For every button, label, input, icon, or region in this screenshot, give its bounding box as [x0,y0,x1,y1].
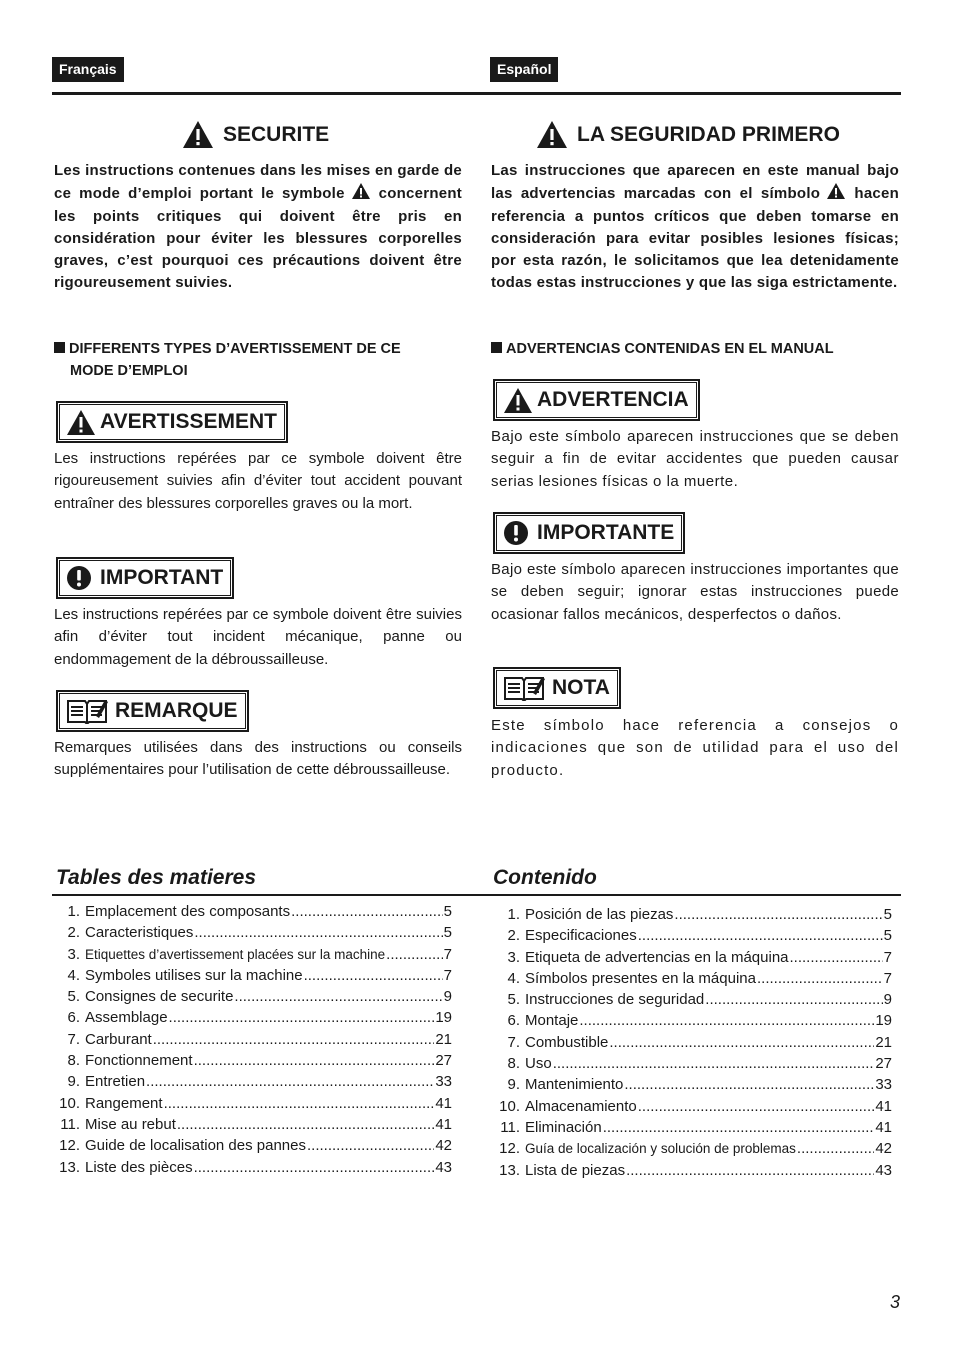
toc-entry-text: Instrucciones de seguridad [525,991,705,1009]
fr-note-text: Remarques utilisées dans des instructions ou conseils supplémentaires pour l’utilisation de cette débroussailleuse. [54,739,462,779]
toc-entry-number: 4. [67,966,80,984]
header-rule [52,92,901,95]
exclamation-circle-icon [503,520,529,546]
es-types-heading-line1: ADVERTENCIAS CONTENIDAS EN EL MANUAL [506,341,834,357]
toc-entry-page: 27 [875,1055,892,1073]
toc-entry-text: Símbolos presentes en la máquina [525,969,756,987]
toc-entry-text: Entretien [85,1073,146,1091]
fr-types-heading-line1: DIFFERENTS TYPES D’AVERTISSEMENT DE CE [69,341,401,357]
toc-entry-page: 19 [875,1012,892,1030]
toc-dot-leader [169,1009,435,1026]
toc-entry-number: 3. [67,945,80,963]
toc-entry [54,1159,452,1180]
warning-triangle-icon [182,120,214,149]
toc-entry [494,1119,892,1140]
fr-intro-text-before: Les instructions contenues dans les mises en garde de ce mode d’emploi portant le symbole [54,162,462,203]
toc-entry-text: Mantenimiento [525,1076,624,1094]
toc-dot-leader [705,991,882,1008]
toc-entry [54,946,452,967]
square-bullet-icon [491,342,502,353]
toc-entry-number: 13. [499,1161,520,1179]
es-types-heading [491,338,899,360]
toc-dot-leader [194,924,442,941]
toc-dot-leader [146,1073,434,1090]
toc-dot-leader [609,1034,874,1051]
toc-entry-page: 5 [443,903,452,920]
toc-entry-number: 11. [60,1115,80,1133]
toc-entry-number: 13. [59,1158,80,1176]
es-warning-text: Bajo este símbolo aparecen instrucciones que se deben seguir a fin de evitar accidentes que pueden causar serias lesiones físicas o la muerte. [491,428,899,490]
es-intro-text-before: Las instrucciones que aparecen en este manual bajo las advertencias marcadas con el símbolo [491,162,899,203]
fr-section-title [182,120,329,149]
toc-entry-text: Liste des pièces [85,1158,193,1176]
toc-entry [54,1095,452,1116]
toc-entry-page: 42 [875,1140,892,1158]
es-note-label: NOTA [552,676,610,699]
toc-entry [494,970,892,991]
toc-entry-text: Caracteristiques [85,924,194,942]
toc-entry [494,991,892,1012]
fr-warning-badge [56,401,288,443]
toc-entry [494,1055,892,1076]
toc-entry-number: 2. [67,924,80,942]
open-book-note-icon [503,675,545,701]
toc-dot-leader [234,988,442,1005]
toc-entry [494,906,892,927]
es-important-badge [493,512,685,554]
es-intro-text-after: hacen referencia a puntos críticos que deben tomarse en consideración para evitar posibles lesiones físicas; por esta razón, le solicitamos que lea detenidamente todas estas instrucciones y que las siga estrictamente. [491,185,900,292]
toc-entry-page: 7 [443,966,452,984]
square-bullet-icon [54,342,65,353]
toc-entry-text: Symboles utilises sur la machine [85,966,303,984]
toc-entry [54,1073,452,1094]
toc-entry-page: 7 [883,948,892,966]
toc-entry-text: Assemblage [85,1009,168,1027]
toc-entry [494,949,892,970]
fr-section-title-text: SECURITE [223,122,330,146]
toc-dot-leader [579,1012,874,1029]
toc-entry-text: Etiquettes d’avertissement placées sur la machine [85,946,386,962]
es-toc-list [494,906,892,1183]
es-intro-paragraph [491,160,899,295]
fr-note-label: REMARQUE [115,699,238,722]
toc-dot-leader [164,1095,435,1112]
toc-entry [494,1098,892,1119]
toc-dot-leader [638,1098,875,1115]
toc-entry-text: Combustible [525,1033,609,1051]
toc-dot-leader [603,1119,875,1136]
toc-rule [52,894,901,896]
toc-entry [494,1012,892,1033]
toc-entry [494,1140,892,1161]
toc-entry-page: 41 [875,1097,892,1115]
toc-entry-page: 21 [875,1033,892,1051]
toc-entry-page: 7 [883,969,892,987]
toc-entry-text: Rangement [85,1094,163,1112]
toc-entry [54,903,452,924]
es-warning-label: ADVERTENCIA [537,388,689,411]
toc-entry-text: Guide de localisation des pannes [85,1137,306,1155]
toc-entry-text: Montaje [525,1012,579,1030]
toc-entry-text: Etiqueta de advertencias en la máquina [525,948,789,966]
toc-dot-leader [307,1137,434,1154]
toc-entry-page: 41 [875,1118,892,1136]
toc-entry-number: 7. [507,1033,520,1051]
toc-dot-leader [790,949,883,966]
toc-entry-page: 41 [435,1094,452,1112]
toc-dot-leader [291,903,443,920]
warning-triangle-icon [826,182,846,200]
toc-entry [54,988,452,1009]
fr-intro-paragraph [54,160,462,295]
fr-types-heading-line2: MODE D’EMPLOI [70,363,188,379]
toc-entry-text: Almacenamiento [525,1097,637,1115]
toc-entry-number: 12. [499,1140,520,1158]
toc-entry [494,1076,892,1097]
warning-triangle-icon [503,387,533,414]
fr-toc-list [54,903,452,1180]
toc-entry-page: 33 [435,1073,452,1091]
toc-entry-text: Fonctionnement [85,1052,193,1070]
toc-entry-text: Lista de piezas [525,1161,626,1179]
toc-entry-number: 6. [507,1012,520,1030]
toc-dot-leader [553,1055,875,1072]
toc-dot-leader [177,1116,434,1133]
toc-entry-page: 43 [435,1158,452,1176]
toc-entry-number: 3. [507,948,520,966]
toc-entry-number: 2. [507,927,520,945]
language-tab-spanish: Español [490,57,558,82]
toc-entry [54,1052,452,1073]
toc-entry [494,1162,892,1183]
exclamation-circle-icon [66,565,92,591]
toc-entry-page: 41 [435,1115,452,1133]
toc-entry-page: 9 [443,988,452,1006]
toc-entry [54,924,452,945]
fr-toc-title: Tables des matieres [56,866,256,889]
toc-entry-number: 4. [507,969,520,987]
es-important-text: Bajo este símbolo aparecen instrucciones importantes que se deben seguir; ignorar estas instrucciones puede ocasionar fallos mecánicos, desperfectos o daños. [491,561,899,623]
warning-triangle-icon [351,182,371,200]
toc-dot-leader [674,906,882,923]
toc-entry-text: Guía de localización y solución de problemas [525,1141,796,1157]
fr-important-badge [56,557,234,599]
toc-entry-number: 8. [507,1055,520,1073]
toc-dot-leader [153,1031,435,1048]
toc-entry [54,1137,452,1158]
toc-entry-page: 7 [443,945,452,963]
toc-entry [54,1116,452,1137]
toc-dot-leader [638,927,883,944]
toc-entry [54,967,452,988]
toc-entry-number: 10. [59,1094,80,1112]
toc-entry [494,1034,892,1055]
toc-entry-page: 5 [883,906,892,923]
toc-entry-text: Especificaciones [525,927,637,945]
fr-warning-text: Les instructions repérées par ce symbole doivent être rigoureusement suivies afin d’éviter tout accident pouvant entraîner des blessures corporelles graves ou la mort. [54,450,462,512]
toc-entry-number: 1. [507,906,520,923]
toc-entry-page: 5 [443,924,452,942]
toc-entry-number: 7. [67,1030,80,1048]
open-book-note-icon [66,698,108,724]
toc-entry-page: 43 [875,1161,892,1179]
toc-entry-page: 21 [435,1030,452,1048]
toc-entry [54,1009,452,1030]
toc-entry [494,927,892,948]
toc-entry-number: 8. [67,1052,80,1070]
es-section-title-text: LA SEGURIDAD PRIMERO [577,122,840,146]
toc-entry-text: Uso [525,1055,552,1073]
toc-entry-text: Consignes de securite [85,988,234,1006]
toc-entry-number: 6. [67,1009,80,1027]
es-note-text: Este símbolo hace referencia a consejos o indicaciones que son de utilidad para el uso del producto. [491,717,899,779]
toc-entry-number: 5. [67,988,80,1006]
toc-entry-number: 1. [67,903,80,920]
toc-entry-number: 12. [59,1137,80,1155]
es-warning-badge [493,379,700,421]
toc-entry-page: 42 [435,1137,452,1155]
fr-types-heading [54,338,462,382]
toc-dot-leader [757,970,883,987]
toc-dot-leader [626,1162,874,1179]
es-toc-title: Contenido [493,866,597,889]
toc-dot-leader [194,1159,435,1176]
fr-intro-text-after: concernent les points critiques qui doivent être pris en considération pour éviter les blessures corporelles graves, c’est pourquoi ces précautions doivent être rigoureusement suivies. [54,185,462,292]
toc-entry-page: 5 [883,927,892,945]
toc-entry-page: 19 [435,1009,452,1027]
fr-important-text: Les instructions repérées par ce symbole doivent être suivies afin d’éviter tout incident mécanique, panne ou endommagement de la débroussailleuse. [54,606,462,668]
toc-entry-number: 10. [499,1097,520,1115]
toc-entry-number: 9. [507,1076,520,1094]
toc-dot-leader [797,1140,874,1157]
es-note-badge [493,667,621,709]
toc-entry-page: 9 [883,991,892,1009]
warning-triangle-icon [66,409,96,436]
fr-important-label: IMPORTANT [100,566,224,589]
toc-dot-leader [624,1076,874,1093]
toc-entry-text: Emplacement des composants [85,903,291,920]
warning-triangle-icon [536,120,568,149]
language-tab-french: Français [52,57,124,82]
fr-warning-label: AVERTISSEMENT [100,410,277,433]
toc-entry [54,1031,452,1052]
es-important-label: IMPORTANTE [537,521,675,544]
toc-dot-leader [304,967,443,984]
toc-entry-number: 9. [67,1073,80,1091]
toc-entry-text: Carburant [85,1030,152,1048]
es-section-title [536,120,840,149]
toc-entry-page: 33 [875,1076,892,1094]
toc-dot-leader [386,946,443,963]
toc-entry-number: 11. [500,1118,520,1136]
toc-dot-leader [194,1052,435,1069]
fr-note-badge [56,690,249,732]
toc-entry-text: Eliminación [525,1118,602,1136]
page-number: 3 [889,1292,900,1312]
toc-entry-page: 27 [435,1052,452,1070]
toc-entry-number: 5. [507,991,520,1009]
toc-entry-text: Mise au rebut [85,1115,176,1133]
toc-entry-text: Posición de las piezas [525,906,674,923]
